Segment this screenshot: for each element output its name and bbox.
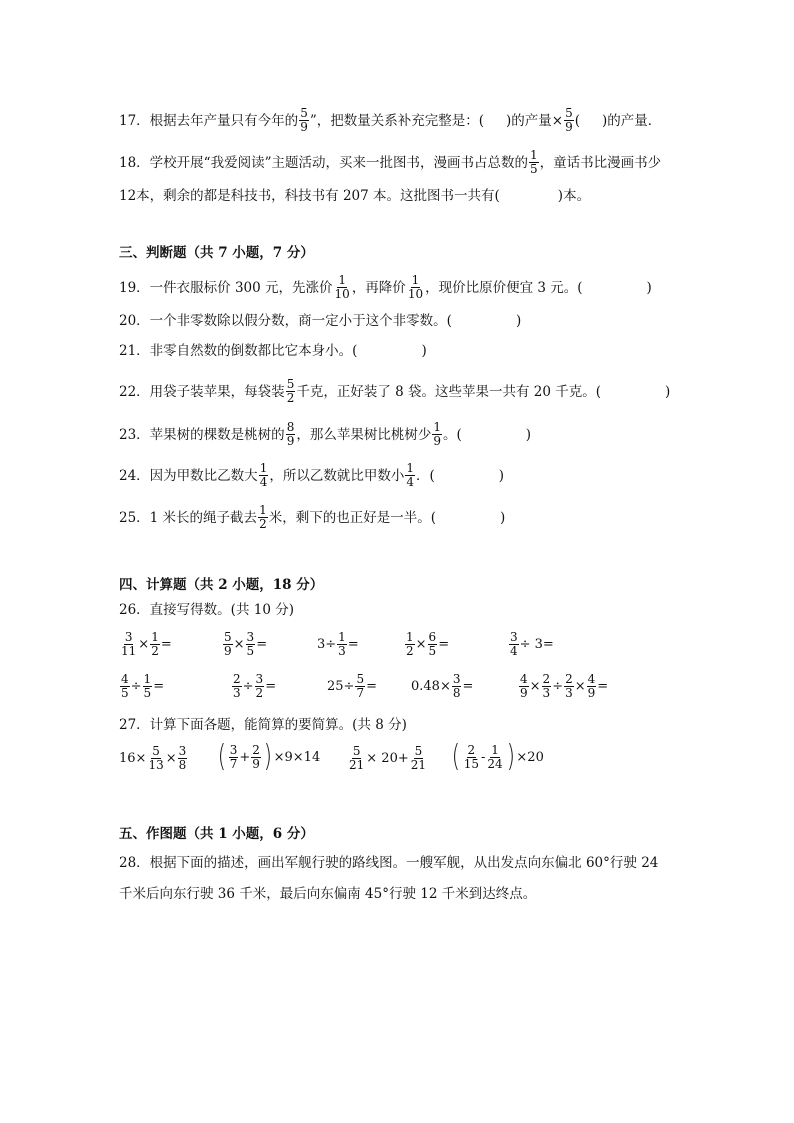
question-25: 25．1 米长的绳子截去 $\frac{1}{2}$ 米，剩下的也正好是一半。( ) xyxy=(119,503,506,531)
q17-text: )的产量× xyxy=(506,112,564,129)
question-26-title: 26．直接写得数。(共 10 分) xyxy=(119,602,294,618)
fraction: $\frac{1}{10}$ xyxy=(334,273,350,301)
calc-r2-2: $\frac{2}{3}$ ÷ $\frac{3}{2}$ = xyxy=(233,672,277,700)
q17-text: 17．根据去年产量只有今年的 xyxy=(119,112,299,129)
calc-r1-1: $\frac{3}{11}$ × $\frac{1}{2}$ = xyxy=(121,630,172,658)
q17-text: ( xyxy=(574,112,581,129)
question-23: 23．苹果树的棵数是桃树的 $\frac{8}{9}$ ，那么苹果树比桃树少 $\frac{1}{9}$ 。( ) xyxy=(119,420,532,448)
section-5-title: 五、作图题（共 1 小题，6 分） xyxy=(119,826,314,842)
fraction: $\frac{1}{2}$ xyxy=(259,503,267,531)
question-18-line2 xyxy=(119,187,590,205)
calc-r3-3: $\frac{5}{21}$ × 20+ $\frac{5}{21}$ xyxy=(349,744,427,772)
calc-r3-4: ( $\frac{2}{15}$ - $\frac{1}{24}$ ) ×20 xyxy=(451,739,544,774)
question-27-title: 27．计算下面各题，能简算的要简算。(共 8 分) xyxy=(119,717,407,733)
question-22: 22．用袋子装苹果，每袋装 $\frac{5}{2}$ 千克，正好装了 8 袋。这些苹果一共有 20 千克。( ) xyxy=(119,377,671,405)
question-21: 21．非零自然数的倒数都比它本身小。( ) xyxy=(119,343,427,359)
calc-r1-2: $\frac{5}{9}$ × $\frac{3}{5}$ = xyxy=(224,630,268,658)
calc-r2-5: $\frac{4}{9}$ × $\frac{2}{3}$ ÷ $\frac{2}{3}$ × $\frac{4}{9}$ = xyxy=(520,672,609,700)
question-20: 20．一个非零数除以假分数，商一定小于这个非零数。( ) xyxy=(119,313,522,329)
fraction: $\frac{8}{9}$ xyxy=(286,420,295,448)
question-28-line2: 千米后向东行驶 36 千米，最后向东偏南 45°行驶 12 千米到达终点。 xyxy=(119,886,537,902)
calc-r3-1: 16× $\frac{5}{13}$ × $\frac{3}{8}$ xyxy=(119,744,187,772)
q18-text: ，童话书比漫画书少 xyxy=(539,154,662,171)
fraction: $\frac{5}{9}$ xyxy=(300,106,308,134)
q18-text: )本。 xyxy=(557,188,591,204)
question-18 xyxy=(119,149,661,176)
fraction: $\frac{5}{9}$ xyxy=(565,106,573,134)
fraction: $\frac{1}{9}$ xyxy=(433,420,441,448)
fraction: $\frac{1}{10}$ xyxy=(407,273,424,301)
calc-r1-5: $\frac{3}{4}$ ÷ 3= xyxy=(510,630,554,658)
fraction: $\frac{5}{2}$ xyxy=(286,377,295,405)
section-4-title: 四、计算题（共 2 小题，18 分） xyxy=(119,577,324,593)
q18-text: 18．学校开展“我爱阅读”主题活动，买来一批图书，漫画书占总数的 xyxy=(119,154,528,171)
question-19: 19．一件衣服标价 300 元，先涨价 $\frac{1}{10}$ ，再降价 $\frac{1}{10}$ ，现价比原价便宜 3 元。( ) xyxy=(119,273,652,301)
q18-text: 12本，剩余的都是科技书，科技书有 207 本。这批图书一共有( xyxy=(119,188,500,204)
fraction: $\frac{1}{5}$ xyxy=(529,148,538,176)
section-3-title: 三、判断题（共 7 小题，7 分） xyxy=(119,245,314,261)
calc-r1-4: $\frac{1}{2}$ × $\frac{6}{5}$ = xyxy=(406,630,450,658)
question-28: 28．根据下面的描述，画出军舰行驶的路线图。一艘军舰，从出发点向东偏北 60°行驶 24 xyxy=(119,855,659,871)
fraction: $\frac{1}{4}$ xyxy=(259,461,268,489)
fraction: $\frac{1}{4}$ xyxy=(406,461,414,489)
calc-r3-2: ( $\frac{3}{7}$ + $\frac{2}{9}$ ) ×9×14 xyxy=(217,739,321,774)
calc-r1-3: 3÷ $\frac{1}{3}$ = xyxy=(317,630,359,658)
calc-r2-4: 0.48× $\frac{3}{8}$ = xyxy=(411,672,474,700)
q17-text: ”，把数量关系补充完整是：( xyxy=(309,112,484,129)
calc-r2-1: $\frac{4}{5}$ ÷ $\frac{1}{5}$ = xyxy=(121,672,165,700)
question-17 xyxy=(119,107,661,134)
q17-text: )的产量． xyxy=(602,112,662,129)
calc-r2-3: 25÷ $\frac{5}{7}$ = xyxy=(327,672,377,700)
question-24: 24．因为甲数比乙数大 $\frac{1}{4}$ ，所以乙数就比甲数小 $\frac{1}{4}$ ．( ) xyxy=(119,461,505,489)
